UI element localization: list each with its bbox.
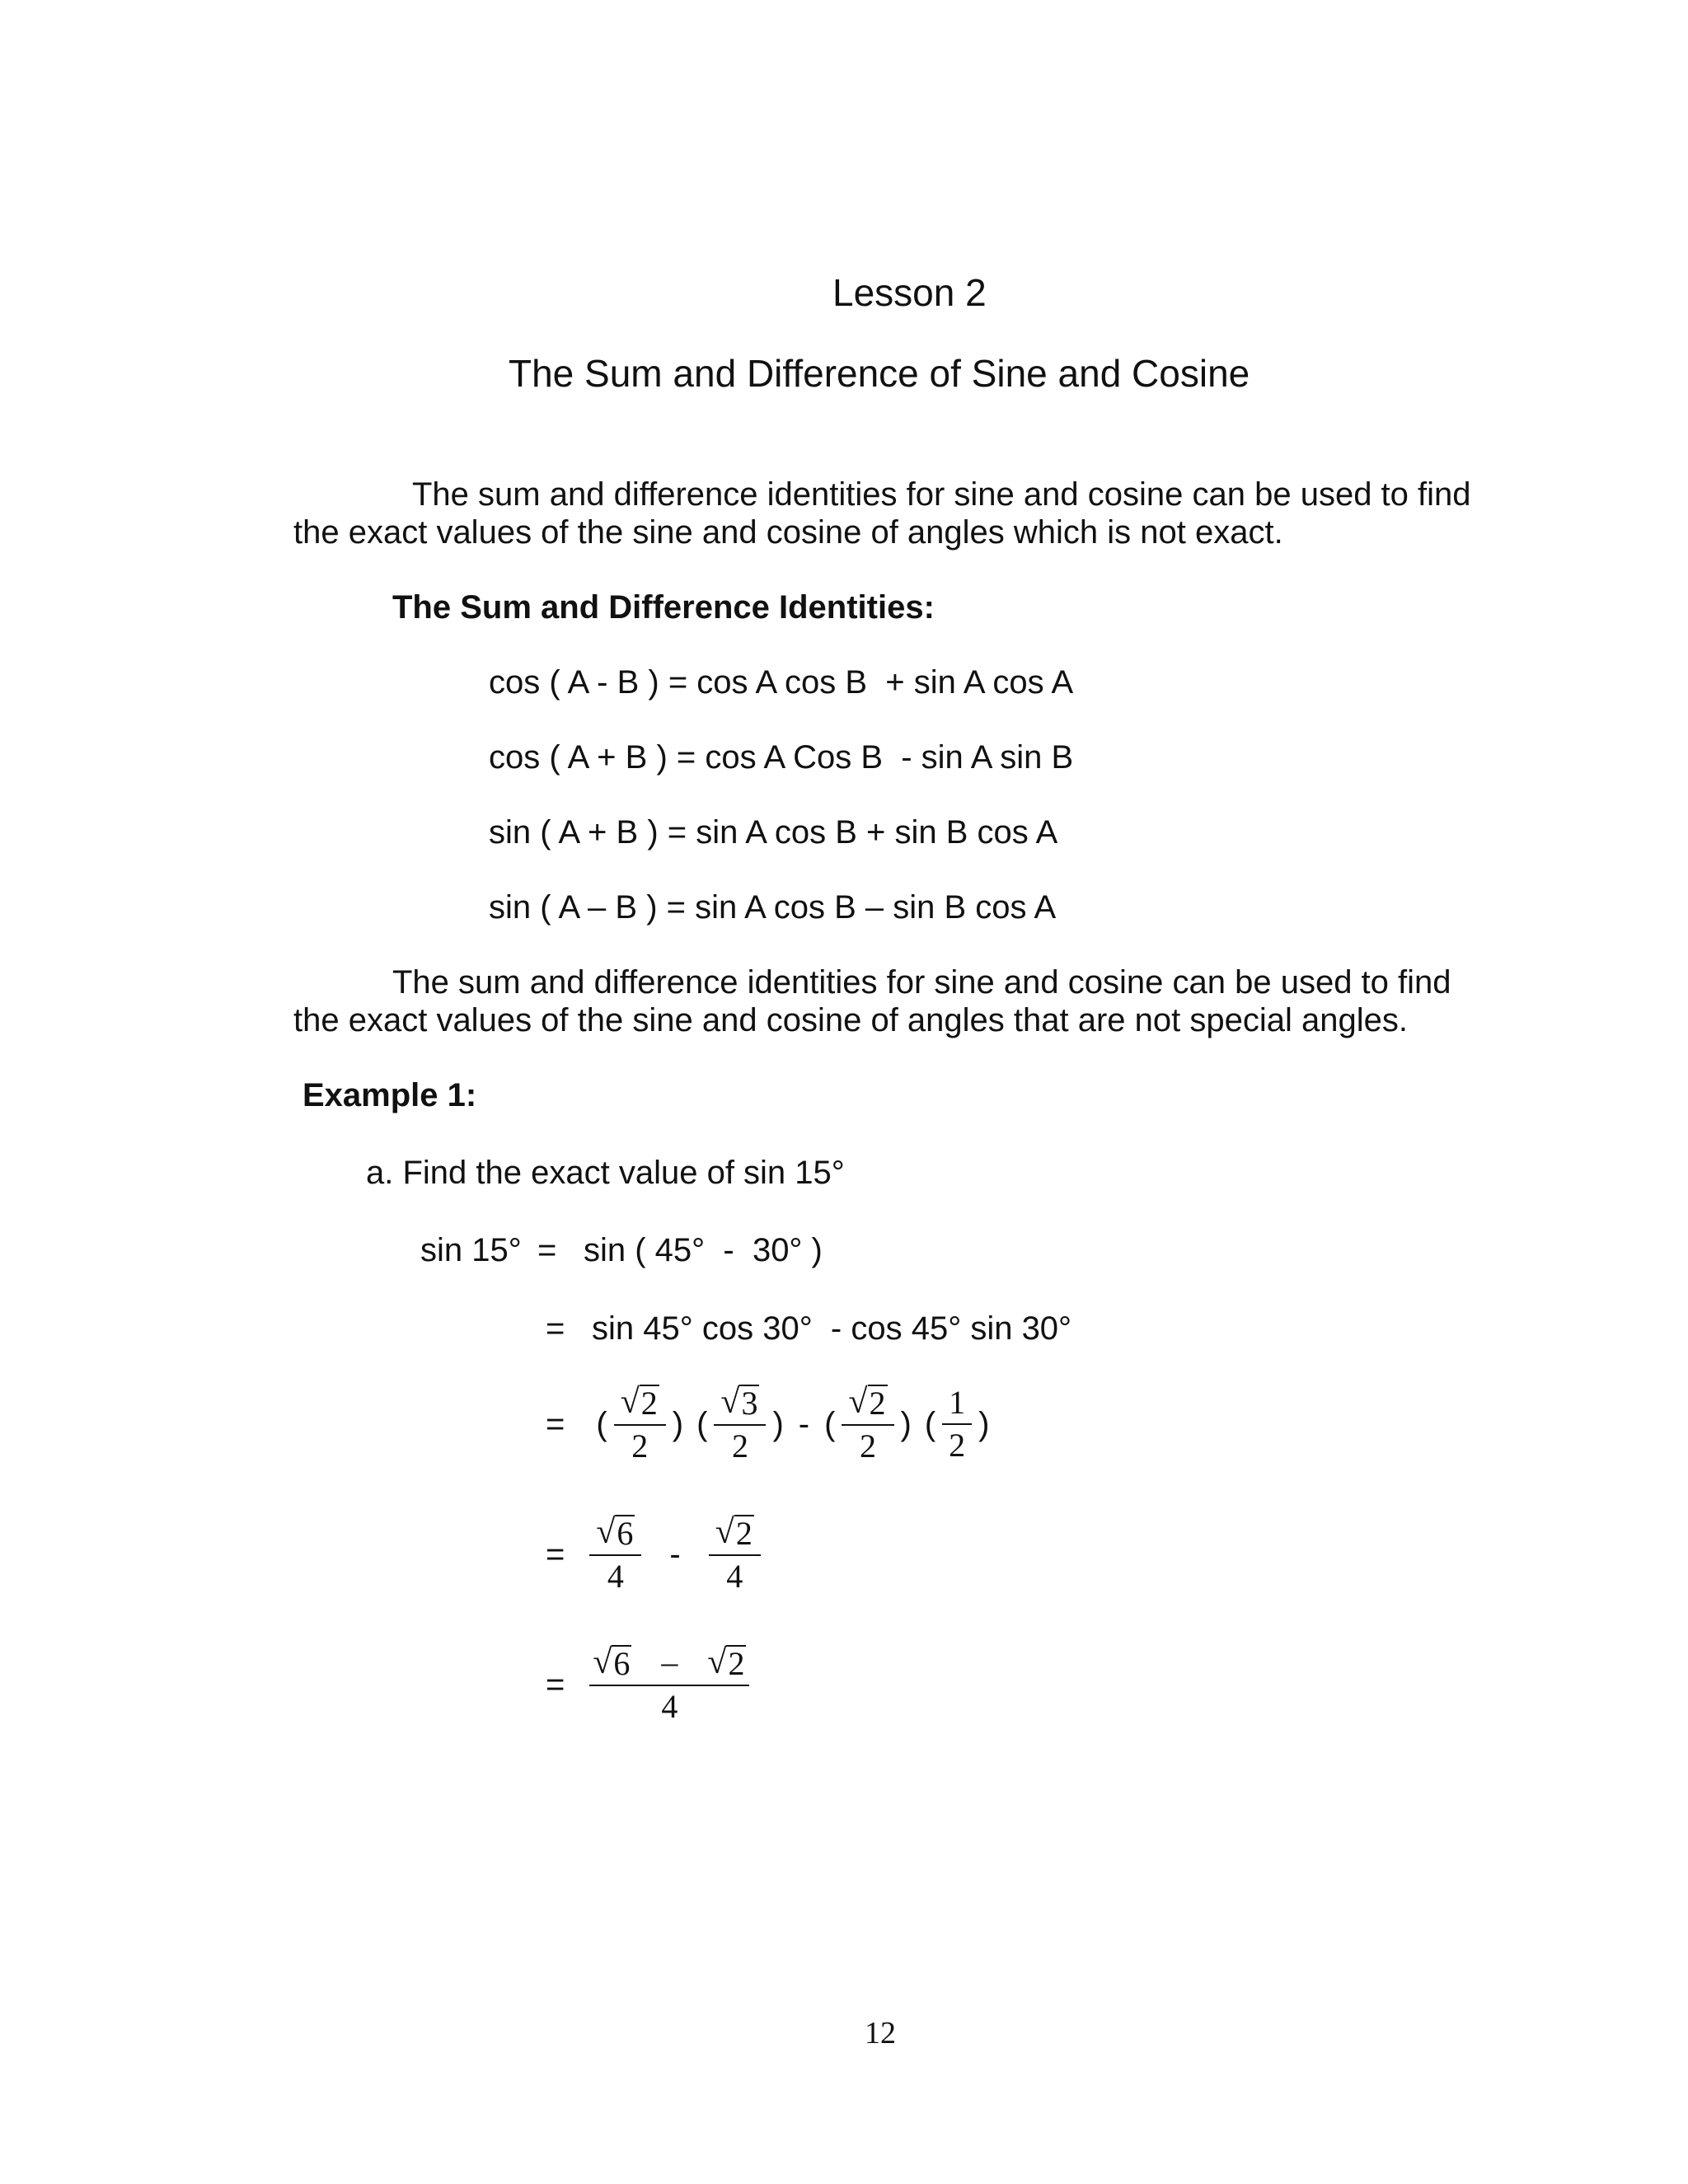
intro-line-2: the exact values of the sine and cosine of angles which is not exact. <box>293 514 1283 551</box>
identity-cos-difference: cos ( A - B ) = cos A cos B + sin A cos A <box>489 664 1074 701</box>
denominator: 4 <box>661 1688 678 1725</box>
minus-sign: – <box>661 1643 678 1680</box>
minus-sign: - <box>669 1535 681 1572</box>
radicand: 2 <box>869 1385 886 1422</box>
denominator: 2 <box>631 1427 649 1465</box>
numerator: 1 <box>942 1385 972 1425</box>
identity-sin-difference: sin ( A – B ) = sin A cos B – sin B cos A <box>489 889 1057 926</box>
lesson-number: Lesson 2 <box>832 271 987 314</box>
fraction-sqrt2-over-2: √ 2 2 <box>614 1385 666 1464</box>
denominator: 2 <box>949 1427 966 1464</box>
intro-line-1: The sum and difference identities for sine and cosine can be used to find <box>412 476 1471 513</box>
example-heading: Example 1: <box>302 1077 477 1113</box>
radicand: 2 <box>640 1385 658 1422</box>
step1-equals: = <box>537 1232 557 1268</box>
step5-equals: = <box>546 1666 565 1703</box>
step4-equals: = <box>546 1535 565 1572</box>
fraction-sqrt3-over-2: √ 3 2 <box>714 1385 766 1464</box>
minus-sign: - <box>798 1405 810 1442</box>
para2-line-2: the exact values of the sine and cosine of angles that are not special angles. <box>293 1002 1408 1038</box>
denominator: 2 <box>731 1427 748 1465</box>
identities-heading: The Sum and Difference Identities: <box>392 589 935 626</box>
close-paren: ) <box>772 1405 784 1442</box>
step1-lhs: sin 15° <box>420 1232 522 1268</box>
radicand: 6 <box>617 1515 634 1552</box>
fraction-sqrt2-over-4: √ 2 4 <box>709 1515 761 1594</box>
step3-equals: = <box>546 1405 565 1442</box>
open-paren: ( <box>824 1405 836 1442</box>
denominator: 4 <box>607 1558 624 1595</box>
fraction-sqrt6-minus-sqrt2-over-4: √ 6 – √ 2 4 <box>589 1645 749 1724</box>
fraction-sqrt2-over-2: √ 2 2 <box>842 1385 893 1464</box>
open-paren: ( <box>596 1405 607 1442</box>
identity-cos-sum: cos ( A + B ) = cos A Cos B - sin A sin B <box>489 739 1074 776</box>
radicand: 3 <box>741 1385 758 1422</box>
identity-sin-sum: sin ( A + B ) = sin A cos B + sin B cos A <box>489 814 1058 851</box>
fraction-sqrt6-over-4: √ 6 4 <box>589 1515 641 1594</box>
radicand: 2 <box>735 1515 753 1552</box>
example-part-a: a. Find the exact value of sin 15° <box>366 1155 845 1191</box>
close-paren: ) <box>672 1405 684 1442</box>
step2-expression: sin 45° cos 30° - cos 45° sin 30° <box>592 1310 1072 1347</box>
fraction-1-over-2 <box>942 1385 972 1463</box>
lesson-title: The Sum and Difference of Sine and Cosine <box>509 352 1250 395</box>
radicand: 6 <box>613 1645 631 1682</box>
step2-equals: = <box>546 1310 565 1347</box>
open-paren: ( <box>924 1405 936 1442</box>
open-paren: ( <box>696 1405 708 1442</box>
close-paren: ) <box>978 1405 990 1442</box>
step5-row <box>546 1645 749 1724</box>
denominator: 2 <box>859 1427 876 1465</box>
step3-row <box>546 1385 996 1464</box>
close-paren: ) <box>900 1405 912 1442</box>
radicand: 2 <box>728 1645 745 1682</box>
step4-row <box>546 1515 761 1594</box>
denominator: 4 <box>726 1558 743 1595</box>
page-number: 12 <box>865 2016 896 2050</box>
step1-rhs: sin ( 45° - 30° ) <box>584 1232 823 1268</box>
para2-line-1: The sum and difference identities for sine and cosine can be used to find <box>392 964 1451 1001</box>
